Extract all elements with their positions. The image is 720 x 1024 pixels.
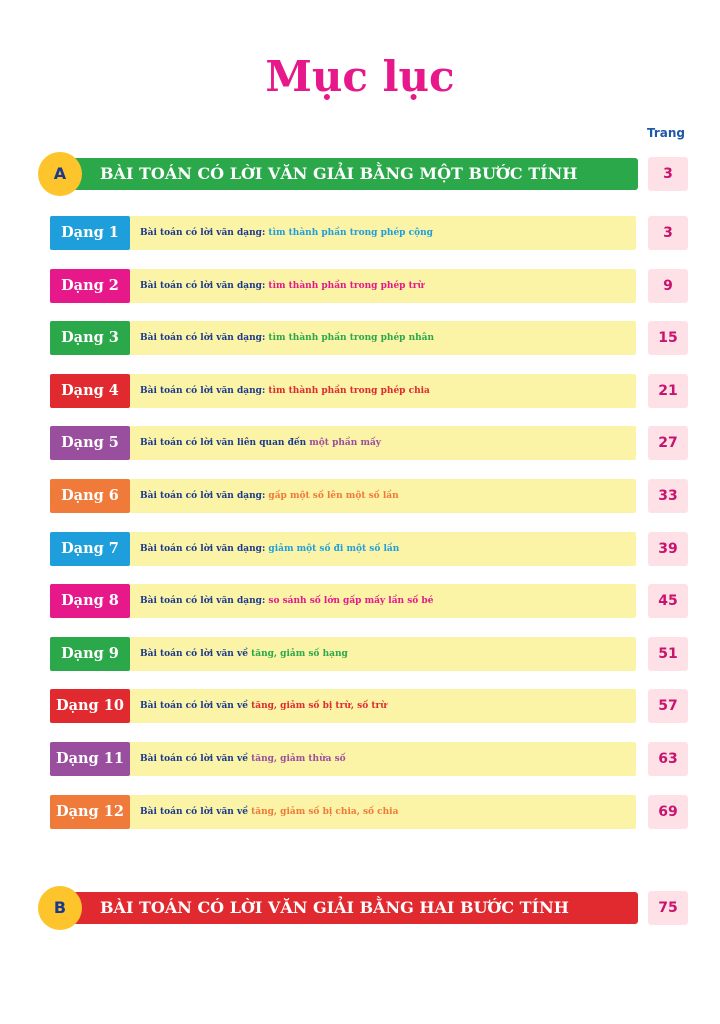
toc-item[interactable] (50, 216, 688, 250)
toc-item-page-number: 33 (648, 479, 688, 513)
toc-item-label: Dạng 11 (50, 742, 130, 776)
toc-item-title (130, 532, 636, 566)
toc-item-title (130, 795, 636, 829)
toc-item[interactable] (50, 742, 688, 776)
toc-item-prefix: Bài toán có lời văn dạng: (140, 333, 269, 344)
toc-item-label: Dạng 4 (50, 374, 130, 408)
section-letter-badge: B (38, 886, 82, 930)
toc-item-label: Dạng 1 (50, 216, 130, 250)
page-column-header: Trang (646, 126, 685, 140)
toc-item-label: Dạng 6 (50, 479, 130, 513)
toc-item-label: Dạng 9 (50, 637, 130, 671)
toc-item-prefix: Bài toán có lời văn liên quan đến (140, 438, 310, 449)
toc-item-page-number: 15 (648, 321, 688, 355)
toc-item-title (130, 637, 636, 671)
toc-item-topic: tìm thành phần trong phép cộng (268, 228, 433, 238)
toc-item[interactable] (50, 269, 688, 303)
toc-item-prefix: Bài toán có lời văn dạng: (140, 543, 269, 554)
section-title: BÀI TOÁN CÓ LỜI VĂN GIẢI BẰNG MỘT BƯỚC TÍNH (100, 164, 578, 183)
toc-item-page-number: 51 (648, 637, 688, 671)
toc-item-topic: một phần mấy (309, 438, 382, 449)
section-letter-badge: A (38, 152, 82, 196)
toc-item-prefix: Bài toán có lời văn dạng: (140, 596, 269, 607)
toc-item-prefix: Bài toán có lời văn về (140, 754, 252, 764)
section-page-number: 75 (648, 891, 688, 925)
toc-item-prefix: Bài toán có lời văn dạng: (140, 385, 269, 396)
toc-item-title (130, 742, 636, 776)
toc-item-prefix: Bài toán có lời văn về (140, 701, 252, 712)
toc-item-title (130, 426, 636, 460)
toc-item-label: Dạng 10 (50, 689, 130, 723)
toc-item-label: Dạng 8 (50, 584, 130, 618)
toc-item-topic: gấp một số lên một số lần (268, 491, 399, 501)
toc-item-label: Dạng 7 (50, 532, 130, 566)
toc-item-page-number: 3 (648, 216, 688, 250)
toc-item-topic: tìm thành phần trong phép trừ (268, 280, 425, 291)
toc-item-page-number: 69 (648, 795, 688, 829)
toc-item-label: Dạng 12 (50, 795, 130, 829)
toc-item-prefix: Bài toán có lời văn dạng: (140, 228, 269, 238)
toc-item-title (130, 479, 636, 513)
toc-item[interactable] (50, 637, 688, 671)
toc-item-title (130, 584, 636, 618)
toc-item-topic: tăng, giảm số hạng (251, 648, 348, 659)
toc-item-page-number: 9 (648, 269, 688, 303)
toc-item-page-number: 57 (648, 689, 688, 723)
section-title: BÀI TOÁN CÓ LỜI VĂN GIẢI BẰNG HAI BƯỚC TÍNH (100, 898, 569, 917)
toc-item-topic: giảm một số đi một số lần (268, 543, 400, 554)
toc-item-label: Dạng 2 (50, 269, 130, 303)
toc-item-label: Dạng 5 (50, 426, 130, 460)
section-a[interactable] (38, 152, 688, 196)
toc-item[interactable] (50, 374, 688, 408)
toc-item[interactable] (50, 795, 688, 829)
toc-item-title (130, 269, 636, 303)
toc-item[interactable] (50, 584, 688, 618)
toc-item-label: Dạng 3 (50, 321, 130, 355)
toc-item-prefix: Bài toán có lời văn về (140, 648, 252, 659)
toc-item-topic: tăng, giảm số bị chia, số chia (251, 806, 399, 817)
toc-item-title (130, 321, 636, 355)
toc-item-topic: tăng, giảm số bị trừ, số trừ (251, 701, 387, 712)
toc-item-page-number: 27 (648, 426, 688, 460)
section-page-number: 3 (648, 157, 688, 191)
toc-item-title (130, 216, 636, 250)
toc-item-prefix: Bài toán có lời văn dạng: (140, 280, 269, 291)
toc-item-topic: tăng, giảm thừa số (251, 754, 346, 764)
toc-item-title (130, 689, 636, 723)
toc-item[interactable] (50, 426, 688, 460)
toc-item-topic: so sánh số lớn gấp mấy lần số bé (268, 596, 434, 607)
toc-item[interactable] (50, 479, 688, 513)
page-title: Mục lục (265, 52, 455, 101)
toc-item[interactable] (50, 321, 688, 355)
toc-item-title (130, 374, 636, 408)
toc-item-prefix: Bài toán có lời văn dạng: (140, 491, 269, 501)
toc-item[interactable] (50, 532, 688, 566)
toc-item-page-number: 21 (648, 374, 688, 408)
toc-item-topic: tìm thành phần trong phép nhân (268, 333, 435, 344)
toc-item-topic: tìm thành phần trong phép chia (268, 385, 430, 396)
toc-item-prefix: Bài toán có lời văn về (140, 806, 252, 817)
toc-item-page-number: 63 (648, 742, 688, 776)
toc-item[interactable] (50, 689, 688, 723)
toc-item-page-number: 39 (648, 532, 688, 566)
toc-item-page-number: 45 (648, 584, 688, 618)
section-b[interactable] (38, 886, 688, 930)
